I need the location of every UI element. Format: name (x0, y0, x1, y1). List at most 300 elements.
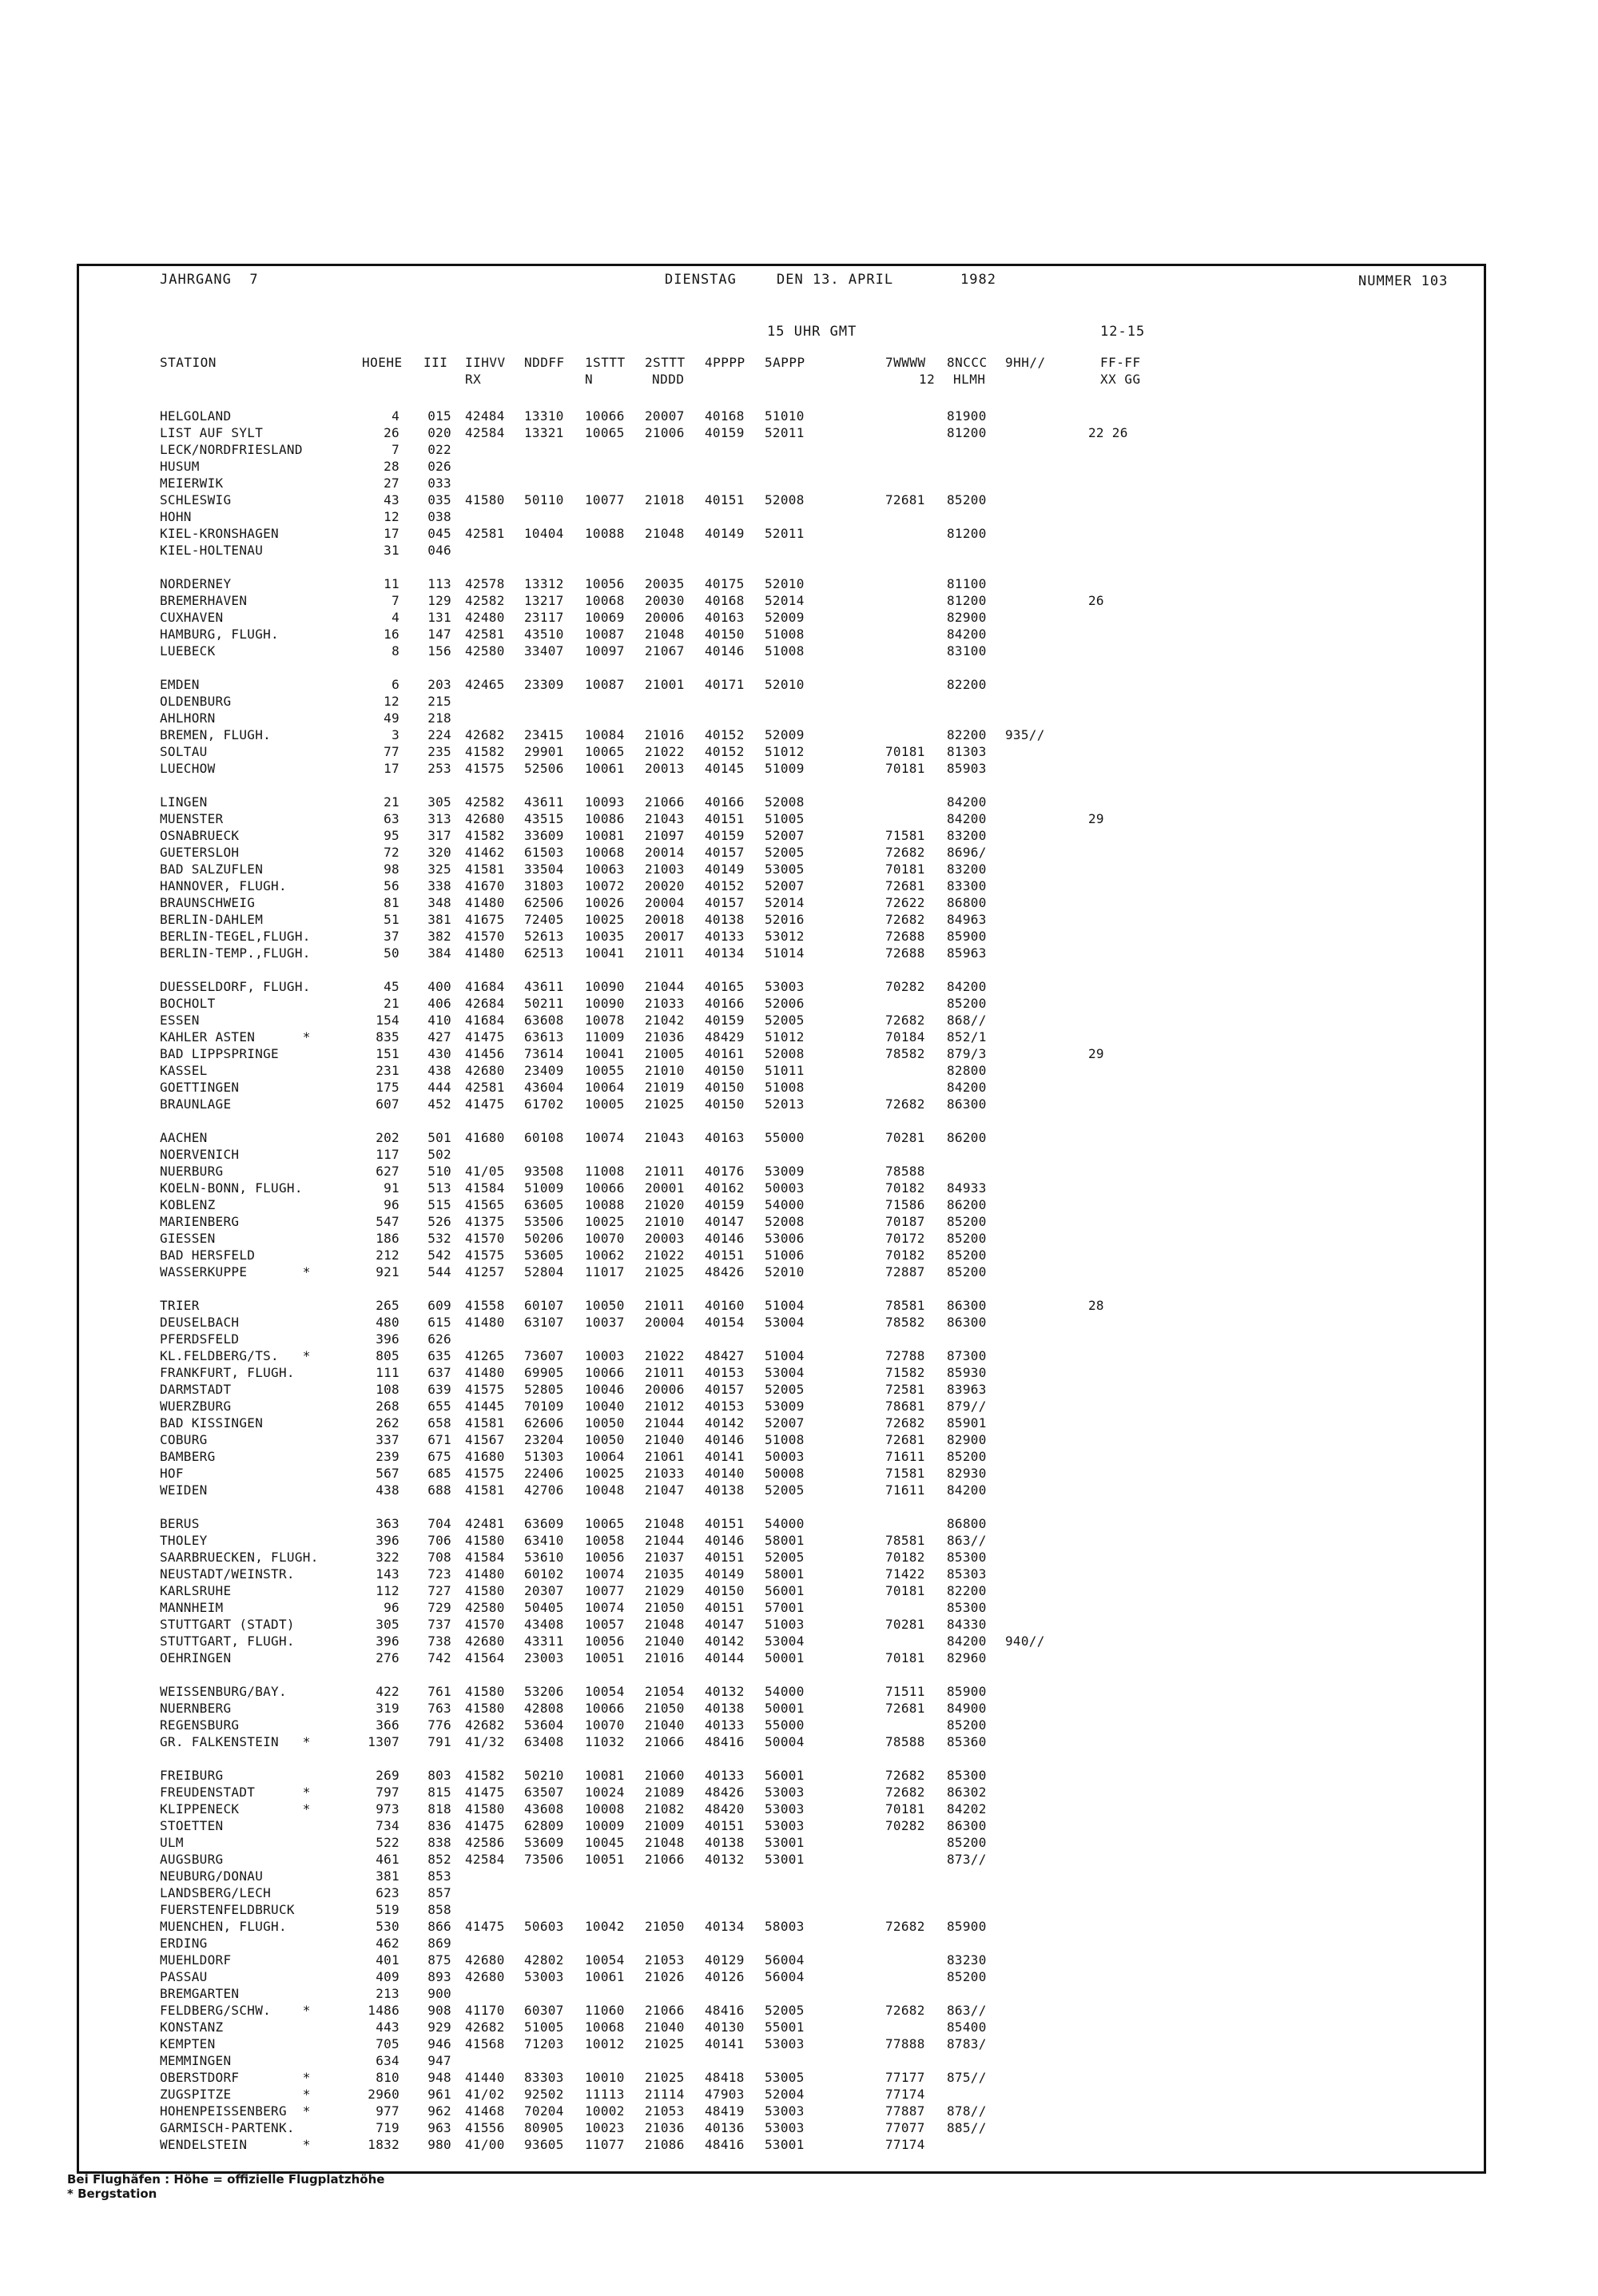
group-2sttt: 21060 (645, 1768, 685, 1783)
group-1sttt: 10010 (585, 2070, 625, 2085)
group-2sttt: 21011 (645, 1298, 685, 1313)
iii: 381 (427, 912, 451, 927)
group-2sttt: 20020 (645, 878, 685, 893)
col-station: STATION (160, 355, 217, 370)
station-name: HANNOVER, FLUGH. (160, 878, 287, 893)
group-1sttt: 11113 (585, 2087, 625, 2102)
hoehe: 108 (376, 1382, 400, 1397)
group-4pppp: 48418 (705, 2070, 745, 2085)
nddff: 33609 (524, 828, 564, 843)
hoehe: 17 (384, 761, 400, 776)
iii: 838 (427, 1835, 451, 1850)
iihvv: 41564 (465, 1650, 505, 1665)
group-8nccc: 82200 (947, 677, 987, 692)
nddff: 63609 (524, 1516, 564, 1531)
iii: 962 (427, 2103, 451, 2119)
hoehe: 31 (384, 543, 400, 558)
iii: 131 (427, 610, 451, 625)
group-1sttt: 10056 (585, 576, 625, 591)
group-8nccc: 84202 (947, 1801, 987, 1817)
group-1sttt: 10066 (585, 1701, 625, 1716)
hoehe: 797 (376, 1785, 400, 1800)
nddff: 60107 (524, 1298, 564, 1313)
group-4pppp: 40142 (705, 1633, 745, 1649)
group-5appp: 53005 (765, 861, 805, 877)
station-row (0, 491, 1598, 508)
group-4pppp: 40168 (705, 593, 745, 608)
group-7wwww: 78581 (885, 1533, 925, 1548)
group-5appp: 52007 (765, 1415, 805, 1431)
col-hoehe: HOEHE (362, 355, 403, 370)
group-5appp: 50003 (765, 1449, 805, 1464)
group-4pppp: 40168 (705, 408, 745, 424)
iii: 224 (427, 727, 451, 742)
group-4pppp: 48420 (705, 1801, 745, 1817)
hoehe: 6 (392, 677, 400, 692)
group-5appp: 53003 (765, 2103, 805, 2119)
hoehe: 805 (376, 1348, 400, 1363)
station-row (0, 1599, 1598, 1616)
station-row (0, 1884, 1598, 1901)
station-name: KLIPPENECK * (160, 1801, 311, 1817)
group-4pppp: 40133 (705, 1768, 745, 1783)
station-row (0, 1952, 1598, 1968)
iii: 791 (427, 1734, 451, 1749)
station-name: LUEBECK (160, 643, 216, 659)
group-1sttt: 10003 (585, 1348, 625, 1363)
group-4pppp: 48419 (705, 2103, 745, 2119)
station-name: TRIER (160, 1298, 200, 1313)
hoehe: 117 (376, 1147, 400, 1162)
station-name: WEIDEN (160, 1482, 208, 1498)
nddff: 70204 (524, 2103, 564, 2119)
hoehe: 51 (384, 912, 400, 927)
station-row (0, 643, 1598, 659)
iihvv: 42484 (465, 408, 505, 424)
group-8nccc: 878// (947, 2103, 987, 2119)
group-7wwww: 77888 (885, 2036, 925, 2051)
group-8nccc: 85300 (947, 1550, 987, 1565)
hoehe: 27 (384, 476, 400, 491)
hoehe: 366 (376, 1717, 400, 1733)
iihvv: 41582 (465, 744, 505, 759)
hoehe: 4 (392, 408, 400, 424)
group-8nccc: 84200 (947, 794, 987, 810)
group-5appp: 52005 (765, 1482, 805, 1498)
group-5appp: 56004 (765, 1969, 805, 1984)
group-7wwww: 72682 (885, 2003, 925, 2018)
group-2sttt: 20017 (645, 929, 685, 944)
group-8nccc: 86800 (947, 895, 987, 910)
station-row (0, 1146, 1598, 1163)
group-1sttt: 10078 (585, 1013, 625, 1028)
iihvv: 41581 (465, 861, 505, 877)
station-name: STUTTGART (STADT) (160, 1617, 295, 1632)
group-4pppp: 40159 (705, 425, 745, 440)
iihvv: 41580 (465, 1684, 505, 1699)
group-8nccc: 85900 (947, 1684, 987, 1699)
iihvv: 42680 (465, 1063, 505, 1078)
group-7wwww: 72682 (885, 845, 925, 860)
iihvv: 42580 (465, 1600, 505, 1615)
group-2sttt: 21040 (645, 2019, 685, 2035)
nddff: 73614 (524, 1046, 564, 1061)
station-row (0, 1398, 1598, 1415)
group-2sttt: 20004 (645, 1315, 685, 1330)
group-2sttt: 21089 (645, 1785, 685, 1800)
station-row (0, 1331, 1598, 1347)
group-2sttt: 21043 (645, 1130, 685, 1145)
group-1sttt: 10042 (585, 1919, 625, 1934)
group-7wwww: 78588 (885, 1164, 925, 1179)
station-row (0, 743, 1598, 760)
station-name: HUSUM (160, 459, 200, 474)
station-row (0, 441, 1598, 458)
group-4pppp: 40159 (705, 828, 745, 843)
group-4pppp: 40138 (705, 1701, 745, 1716)
group-1sttt: 10061 (585, 1969, 625, 1984)
group-2sttt: 21042 (645, 1013, 685, 1028)
station-row (0, 592, 1598, 609)
group-1sttt: 10056 (585, 1633, 625, 1649)
group-7wwww: 70282 (885, 1818, 925, 1833)
iii: 688 (427, 1482, 451, 1498)
group-7wwww: 70181 (885, 744, 925, 759)
group-5appp: 58003 (765, 1919, 805, 1934)
group-8nccc: 879// (947, 1399, 987, 1414)
group-7wwww: 72682 (885, 1415, 925, 1431)
station-name: FREIBURG (160, 1768, 224, 1783)
group-1sttt: 10093 (585, 794, 625, 810)
iihvv: 41/00 (465, 2137, 505, 2152)
group-2sttt: 21037 (645, 1550, 685, 1565)
col-iihvv: IIHVV (465, 355, 506, 370)
nddff: 63507 (524, 1785, 564, 1800)
group-8nccc: 83230 (947, 1952, 987, 1968)
station-name: NEUSTADT/WEINSTR. (160, 1566, 295, 1582)
hoehe: 480 (376, 1315, 400, 1330)
group-1sttt: 10074 (585, 1130, 625, 1145)
iihvv: 41580 (465, 492, 505, 507)
group-2sttt: 21050 (645, 1600, 685, 1615)
iihvv: 41440 (465, 2070, 505, 2085)
iii: 400 (427, 979, 451, 994)
group-5appp: 52009 (765, 610, 805, 625)
group-5appp: 51009 (765, 761, 805, 776)
group-7wwww: 70282 (885, 979, 925, 994)
group-4pppp: 40159 (705, 1013, 745, 1028)
group-8nccc: 8783/ (947, 2036, 987, 2051)
nddff: 13321 (524, 425, 564, 440)
station-row (0, 1817, 1598, 1834)
group-8nccc: 86800 (947, 1516, 987, 1531)
nddff: 23415 (524, 727, 564, 742)
group-8nccc: 85200 (947, 1214, 987, 1229)
group-1sttt: 11017 (585, 1264, 625, 1279)
group-5appp: 52007 (765, 828, 805, 843)
nddff: 53610 (524, 1550, 564, 1565)
iihvv: 41584 (465, 1180, 505, 1196)
group-1sttt: 10065 (585, 1516, 625, 1531)
group-4pppp: 40126 (705, 1969, 745, 1984)
iii: 510 (427, 1164, 451, 1179)
station-row (0, 1482, 1598, 1498)
group-2sttt: 21010 (645, 1063, 685, 1078)
iii: 929 (427, 2019, 451, 2035)
hoehe: 977 (376, 2103, 400, 2119)
nddff: 50211 (524, 996, 564, 1011)
iii: 026 (427, 459, 451, 474)
group-5appp: 52005 (765, 845, 805, 860)
group-8nccc: 81100 (947, 576, 987, 591)
group-2sttt: 21019 (645, 1080, 685, 1095)
station-row (0, 1901, 1598, 1918)
group-4pppp: 47903 (705, 2087, 745, 2102)
nddff: 33407 (524, 643, 564, 659)
group-1sttt: 10063 (585, 861, 625, 877)
footnote-mountain: * Bergstation (67, 2187, 157, 2201)
group-8nccc: 84200 (947, 811, 987, 826)
station-row (0, 2052, 1598, 2069)
group-5appp: 55000 (765, 1717, 805, 1733)
iii: 727 (427, 1583, 451, 1598)
station-name: GARMISCH-PARTENK. (160, 2120, 295, 2135)
iihvv: 42582 (465, 593, 505, 608)
group-4pppp: 40147 (705, 1617, 745, 1632)
iii: 963 (427, 2120, 451, 2135)
hoehe: 143 (376, 1566, 400, 1582)
group-7wwww: 72681 (885, 1432, 925, 1447)
station-row (0, 458, 1598, 475)
group-8nccc: 84200 (947, 1633, 987, 1649)
nddff: 73607 (524, 1348, 564, 1363)
group-7wwww: 77077 (885, 2120, 925, 2135)
station-row (0, 1968, 1598, 1985)
group-2sttt: 21053 (645, 1952, 685, 1968)
station-name: NUERNBERG (160, 1701, 232, 1716)
iihvv: 41480 (465, 1566, 505, 1582)
station-row (0, 2002, 1598, 2019)
group-8nccc: 83200 (947, 861, 987, 877)
group-2sttt: 21066 (645, 794, 685, 810)
station-row (0, 760, 1598, 777)
group-1sttt: 10088 (585, 1197, 625, 1212)
nddff: 43604 (524, 1080, 564, 1095)
year: 1982 (960, 272, 996, 288)
group-8nccc: 85200 (947, 492, 987, 507)
group-2sttt: 21066 (645, 2003, 685, 2018)
group-1sttt: 10046 (585, 1382, 625, 1397)
group-5appp: 55001 (765, 2019, 805, 2035)
gusts: 26 (1088, 593, 1104, 608)
iii: 542 (427, 1247, 451, 1263)
nddff: 62506 (524, 895, 564, 910)
group-8nccc: 82960 (947, 1650, 987, 1665)
nddff: 13217 (524, 593, 564, 608)
station-name: HOHN (160, 509, 192, 524)
iihvv: 41475 (465, 1096, 505, 1112)
hoehe: 1486 (368, 2003, 400, 2018)
iihvv: 41581 (465, 1415, 505, 1431)
group-1sttt: 10051 (585, 1650, 625, 1665)
station-name: OSNABRUECK (160, 828, 240, 843)
group-4pppp: 40133 (705, 929, 745, 944)
station-row (0, 794, 1598, 810)
station-name: KIEL-KRONSHAGEN (160, 526, 279, 541)
group-1sttt: 10069 (585, 610, 625, 625)
group-1sttt: 10074 (585, 1566, 625, 1582)
station-row (0, 542, 1598, 559)
nddff: 23003 (524, 1650, 564, 1665)
group-4pppp: 40150 (705, 1583, 745, 1598)
station-name: FRANKFURT, FLUGH. (160, 1365, 295, 1380)
group-4pppp: 40157 (705, 1382, 745, 1397)
group-8nccc: 82200 (947, 727, 987, 742)
group-4pppp: 40136 (705, 2120, 745, 2135)
group-5appp: 54000 (765, 1197, 805, 1212)
station-row (0, 1649, 1598, 1666)
group-8nccc: 82800 (947, 1063, 987, 1078)
iii: 858 (427, 1902, 451, 1917)
group-5appp: 52005 (765, 1550, 805, 1565)
iii: 763 (427, 1701, 451, 1716)
station-name: KOELN-BONN, FLUGH. (160, 1180, 303, 1196)
group-4pppp: 40130 (705, 2019, 745, 2035)
group-4pppp: 40159 (705, 1197, 745, 1212)
group-5appp: 53003 (765, 1801, 805, 1817)
station-name: AHLHORN (160, 710, 216, 726)
hoehe: 72 (384, 845, 400, 860)
group-1sttt: 10068 (585, 2019, 625, 2035)
iii: 113 (427, 576, 451, 591)
group-2sttt: 21036 (645, 1029, 685, 1045)
iii: 156 (427, 643, 451, 659)
group-4pppp: 40165 (705, 979, 745, 994)
iii: 215 (427, 694, 451, 709)
group-7wwww: 70181 (885, 1801, 925, 1817)
station-name: FREUDENSTADT * (160, 1785, 311, 1800)
group-2sttt: 21016 (645, 727, 685, 742)
station-name: BAD KISSINGEN (160, 1415, 264, 1431)
group-5appp: 50001 (765, 1701, 805, 1716)
station-name: COBURG (160, 1432, 208, 1447)
iihvv: 41580 (465, 1583, 505, 1598)
group-7wwww: 72622 (885, 895, 925, 910)
hoehe: 37 (384, 929, 400, 944)
nddff: 60307 (524, 2003, 564, 2018)
iihvv: 41575 (465, 1466, 505, 1481)
station-row (0, 877, 1598, 894)
group-1sttt: 10009 (585, 1818, 625, 1833)
group-7wwww: 70172 (885, 1231, 925, 1246)
group-2sttt: 21040 (645, 1717, 685, 1733)
group-4pppp: 40147 (705, 1214, 745, 1229)
station-name: HOF (160, 1466, 184, 1481)
station-row (0, 1465, 1598, 1482)
hoehe: 265 (376, 1298, 400, 1313)
group-2sttt: 21043 (645, 811, 685, 826)
group-5appp: 51008 (765, 643, 805, 659)
station-name: ULM (160, 1835, 184, 1850)
group-1sttt: 10050 (585, 1432, 625, 1447)
group-1sttt: 10035 (585, 929, 625, 944)
iihvv: 42684 (465, 996, 505, 1011)
hoehe: 462 (376, 1936, 400, 1951)
iii: 410 (427, 1013, 451, 1028)
nddff: 63107 (524, 1315, 564, 1330)
iihvv: 41684 (465, 1013, 505, 1028)
group-5appp: 51008 (765, 1432, 805, 1447)
station-row (0, 2103, 1598, 2119)
group-8nccc: 852/1 (947, 1029, 987, 1045)
station-name: LINGEN (160, 794, 208, 810)
group-1sttt: 10041 (585, 1046, 625, 1061)
iii: 427 (427, 1029, 451, 1045)
group-8nccc: 84900 (947, 1701, 987, 1716)
nddff: 61702 (524, 1096, 564, 1112)
station-row (0, 1549, 1598, 1566)
group-7wwww: 72887 (885, 1264, 925, 1279)
iii: 658 (427, 1415, 451, 1431)
group-8nccc: 879/3 (947, 1046, 987, 1061)
iii: 853 (427, 1868, 451, 1884)
iihvv: 41568 (465, 2036, 505, 2051)
group-2sttt: 21025 (645, 1096, 685, 1112)
group-7wwww: 71611 (885, 1482, 925, 1498)
station-row (0, 2019, 1598, 2035)
hoehe: 186 (376, 1231, 400, 1246)
hoehe: 4 (392, 610, 400, 625)
col-iihvv-sub: RX (465, 372, 482, 387)
group-5appp: 51012 (765, 744, 805, 759)
group-8nccc: 84200 (947, 627, 987, 642)
hoehe: 268 (376, 1399, 400, 1414)
group-2sttt: 21040 (645, 1633, 685, 1649)
iii: 738 (427, 1633, 451, 1649)
group-7wwww: 77177 (885, 2070, 925, 2085)
hoehe: 154 (376, 1013, 400, 1028)
group-8nccc: 86200 (947, 1130, 987, 1145)
iihvv: 41/05 (465, 1164, 505, 1179)
group-2sttt: 21035 (645, 1566, 685, 1582)
group-7wwww: 70281 (885, 1617, 925, 1632)
station-name: MARIENBERG (160, 1214, 240, 1229)
station-name: WENDELSTEIN * (160, 2137, 311, 2152)
iii: 723 (427, 1566, 451, 1582)
iii: 430 (427, 1046, 451, 1061)
nddff: 43311 (524, 1633, 564, 1649)
group-1sttt: 10066 (585, 408, 625, 424)
hoehe: 28 (384, 459, 400, 474)
station-name: PASSAU (160, 1969, 208, 1984)
iihvv: 42586 (465, 1835, 505, 1850)
volume-label: JAHRGANG 7 (160, 272, 259, 288)
group-7wwww: 70182 (885, 1550, 925, 1565)
group-5appp: 50003 (765, 1180, 805, 1196)
group-8nccc: 83200 (947, 828, 987, 843)
group-7wwww: 71581 (885, 1466, 925, 1481)
group-4pppp: 48426 (705, 1785, 745, 1800)
iii: 635 (427, 1348, 451, 1363)
station-name: SCHLESWIG (160, 492, 232, 507)
hoehe: 269 (376, 1768, 400, 1783)
iii: 815 (427, 1785, 451, 1800)
station-name: BAD LIPPSPRINGE (160, 1046, 279, 1061)
group-5appp: 52016 (765, 912, 805, 927)
iii: 235 (427, 744, 451, 759)
group-7wwww: 72681 (885, 1701, 925, 1716)
group-5appp: 51010 (765, 408, 805, 424)
